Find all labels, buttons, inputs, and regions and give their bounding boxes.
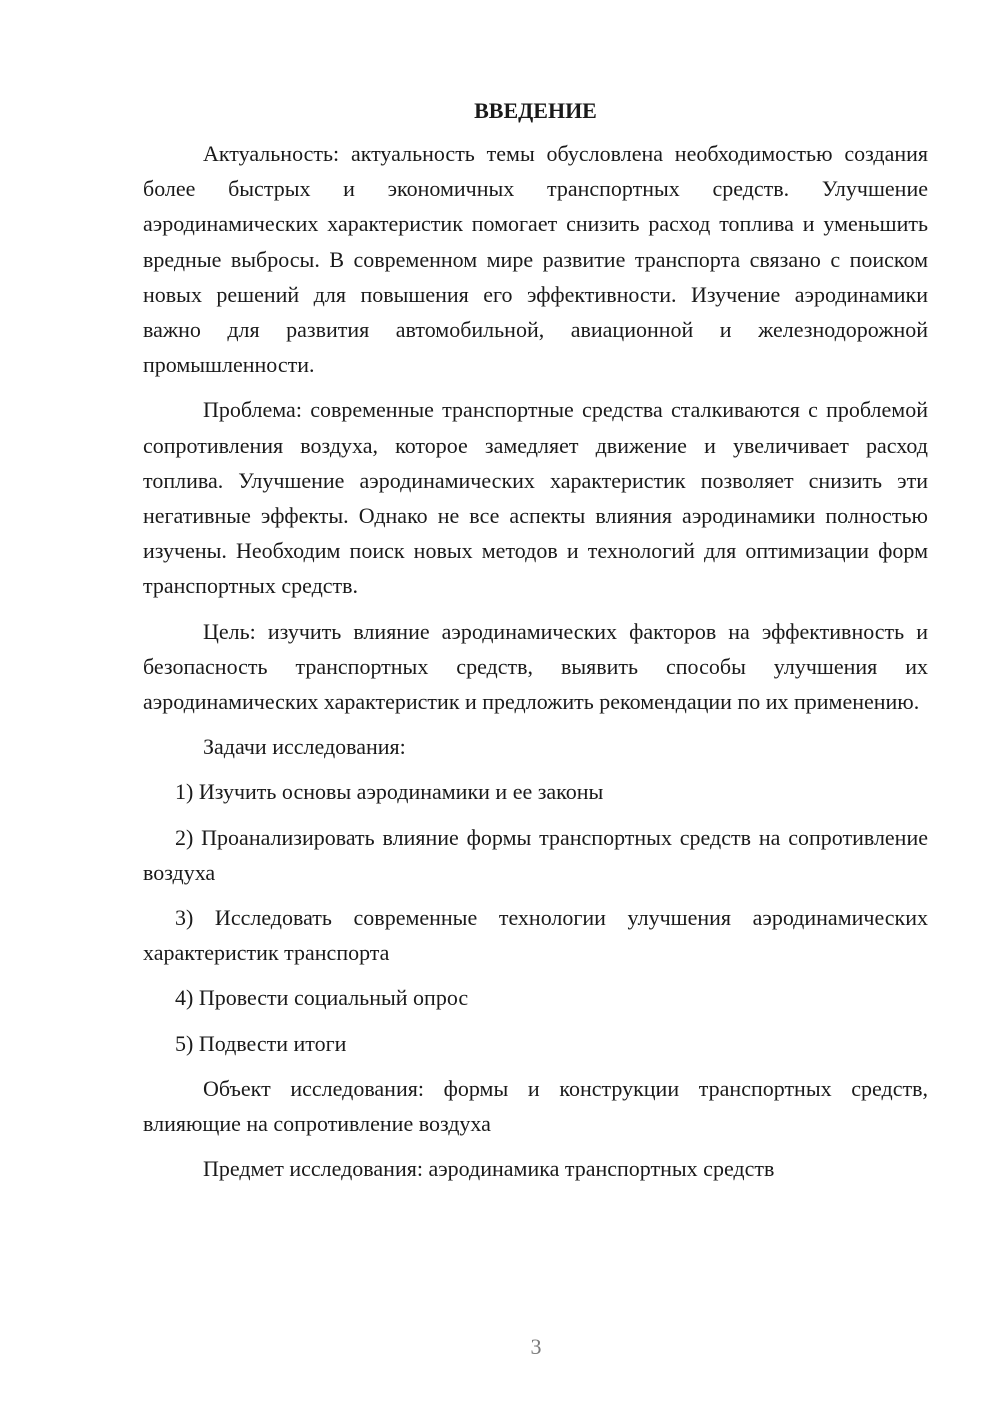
problem-paragraph: Проблема: современные транспортные средства сталкиваются с проблемой сопротивления воздуха, которое замедляет движение и увеличивает расход топлива. Улучшение аэродинамических характеристик позволяет снизить эти негативные эффекты. Однако не все аспекты влияния аэродинамики полностью изучены. Необходим поиск новых методов и технологий для оптимизации форм транспортных средств. bbox=[143, 397, 928, 599]
task-item-2: 2) Проанализировать влияние формы транспортных средств на сопротивление воздуха bbox=[143, 824, 928, 885]
tasks-heading: Задачи исследования: bbox=[203, 734, 406, 760]
page-number: 3 bbox=[530, 1334, 542, 1359]
goal-paragraph: Цель: изучить влияние аэродинамических факторов на эффективность и безопасность транспортных средств, выявить способы улучшения их аэродинамических характеристик и предложить рекомендации по их применению. bbox=[143, 618, 928, 715]
object-paragraph: Объект исследования: формы и конструкции транспортных средств, влияющие на сопротивление воздуха bbox=[143, 1075, 928, 1137]
subject-paragraph: Предмет исследования: аэродинамика транспортных средств bbox=[203, 1156, 775, 1182]
task-item-1: 1) Изучить основы аэродинамики и ее законы bbox=[175, 779, 604, 805]
section-title: ВВЕДЕНИЕ bbox=[474, 98, 597, 123]
task-item-3: 3) Исследовать современные технологии улучшения аэродинамических характеристик транспорта bbox=[143, 905, 928, 966]
task-item-4: 4) Провести социальный опрос bbox=[175, 985, 469, 1011]
relevance-paragraph: Актуальность: актуальность темы обусловлена необходимостью создания более быстрых и экономичных транспортных средств. Улучшение аэродинамических характеристик помогает снизить расход топлива и уменьшить вредные выбросы. В современном мире развитие транспорта связано с поиском новых решений для повышения его эффективности. Изучение аэродинамики важно для развития автомобильной, авиационной и железнодорожной промышленности. bbox=[143, 141, 928, 378]
task-item-5: 5) Подвести итоги bbox=[175, 1030, 347, 1056]
document-page bbox=[143, 96, 928, 1196]
